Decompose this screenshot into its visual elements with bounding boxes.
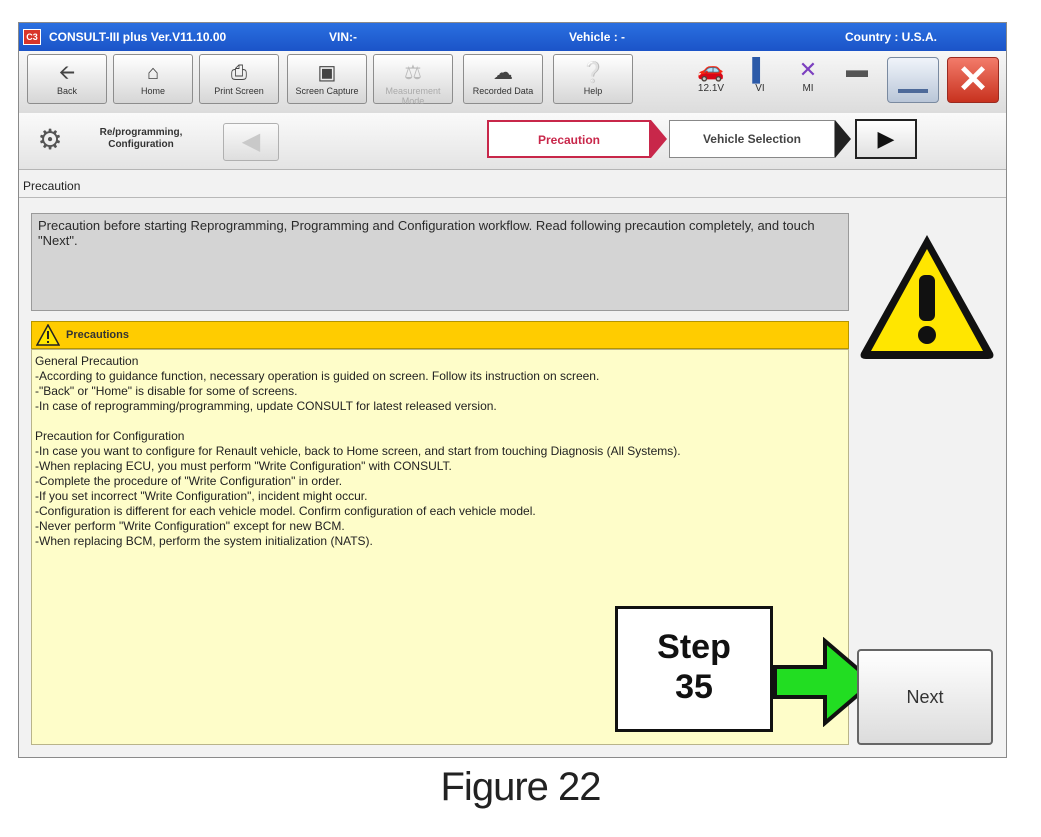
camera-icon: ▣ <box>317 62 337 84</box>
connector-icon: ▬ <box>846 57 868 82</box>
right-triangle-icon: ▶ <box>877 126 895 151</box>
app-logo-icon: C3 <box>23 29 41 45</box>
vin-label: VIN:- <box>329 30 357 44</box>
close-icon: ✕ <box>957 59 989 101</box>
precaution-line: -Never perform "Write Configuration" except for new BCM. <box>35 519 345 533</box>
precaution-line: -Configuration is different for each vehicle model. Confirm configuration of each vehicle model. <box>35 504 536 518</box>
intro-message: Precaution before starting Reprogramming, Programming and Configuration workflow. Read following precaution completely, and touch "Next". <box>31 213 849 311</box>
minimize-icon <box>898 89 928 93</box>
help-label: Help <box>583 86 603 96</box>
figure-caption: Figure 22 <box>440 765 601 809</box>
precaution-line: -"Back" or "Home" is disable for some of screens. <box>35 384 298 398</box>
print-screen-label: Print Screen <box>214 86 264 96</box>
screen-title: Precaution <box>23 179 81 193</box>
back-arrow-icon: 🡨 <box>58 62 76 84</box>
back-button[interactable] <box>27 54 107 104</box>
previous-step-button[interactable] <box>223 123 279 161</box>
home-label: Home <box>140 86 165 96</box>
screen-capture-label: Screen Capture <box>295 86 359 96</box>
battery-status <box>689 57 733 94</box>
measurement-mode-button[interactable] <box>373 54 453 104</box>
precaution-line: -When replacing ECU, you must perform "Write Configuration" with CONSULT. <box>35 459 452 473</box>
country-label: Country : U.S.A. <box>845 30 937 44</box>
vehicle-label: Vehicle : - <box>569 30 626 44</box>
left-triangle-icon: ◀ <box>241 128 261 155</box>
disconnected-x-icon: ✕ <box>798 57 818 82</box>
step-arrow-icon <box>651 120 667 158</box>
battery-voltage: 12.1V <box>697 83 725 94</box>
mi-label: MI <box>802 83 814 94</box>
small-warning-icon <box>36 324 60 346</box>
step-callout <box>615 606 773 732</box>
step-vehicle-selection: Vehicle Selection <box>669 120 835 158</box>
close-button[interactable] <box>947 57 999 103</box>
spacer <box>35 414 845 429</box>
back-label: Back <box>56 86 77 96</box>
warning-icon <box>857 227 997 367</box>
consult-window <box>18 22 1007 758</box>
mi-status <box>793 57 823 94</box>
home-icon: ⌂ <box>146 62 160 84</box>
connector-status <box>837 57 877 83</box>
title-bar <box>19 23 1006 51</box>
configuration-precaution-heading: Precaution for Configuration <box>35 429 185 443</box>
app-title: CONSULT-III plus Ver.V11.10.00 <box>49 30 227 44</box>
step-callout-line1: Step <box>657 628 731 666</box>
general-precaution-heading: General Precaution <box>35 354 139 368</box>
car-icon: 🚗 <box>697 57 725 82</box>
screen-capture-button[interactable] <box>287 54 367 104</box>
recorded-data-button[interactable] <box>463 54 543 104</box>
next-step-nav-button[interactable] <box>855 119 917 159</box>
precautions-header <box>31 321 849 349</box>
toolbar <box>19 51 1006 114</box>
home-button[interactable] <box>113 54 193 104</box>
help-icon: ❔ <box>580 62 606 84</box>
vi-label: VI <box>755 83 765 94</box>
next-button[interactable]: Next <box>857 649 993 745</box>
precaution-line: -In case of reprogramming/programming, update CONSULT for latest released version. <box>35 399 497 413</box>
precaution-line: -Complete the procedure of "Write Configuration" in order. <box>35 474 343 488</box>
measurement-mode-label: Measurement Mode <box>385 86 441 106</box>
divider <box>19 197 1006 198</box>
precautions-title: Precautions <box>66 329 129 341</box>
mode-label: Re/programming, Configuration <box>99 127 183 150</box>
precaution-line: -According to guidance function, necessary operation is guided on screen. Follow its instruction on screen. <box>35 369 600 383</box>
print-screen-button[interactable] <box>199 54 279 104</box>
recorded-data-label: Recorded Data <box>472 86 534 96</box>
recorded-data-icon: ☁ <box>493 62 513 84</box>
reprogramming-icon: ⚙ <box>37 124 63 155</box>
step-callout-number: 35 <box>675 668 713 706</box>
vi-status <box>745 57 775 94</box>
precaution-line: -If you set incorrect "Write Configuration", incident might occur. <box>35 489 368 503</box>
help-button[interactable] <box>553 54 633 104</box>
workflow-nav <box>19 113 1006 170</box>
signal-icon: ▌ <box>752 57 768 82</box>
print-icon: ⎙ <box>231 62 247 84</box>
precaution-line: -When replacing BCM, perform the system initialization (NATS). <box>35 534 373 548</box>
step-arrow-icon <box>835 120 851 158</box>
step-precaution: Precaution <box>487 120 651 158</box>
precaution-line: -In case you want to configure for Renault vehicle, back to Home screen, and start from touching Diagnosis (All Systems). <box>35 444 681 458</box>
minimize-button[interactable] <box>887 57 939 103</box>
measurement-icon: ⚖ <box>404 62 422 84</box>
